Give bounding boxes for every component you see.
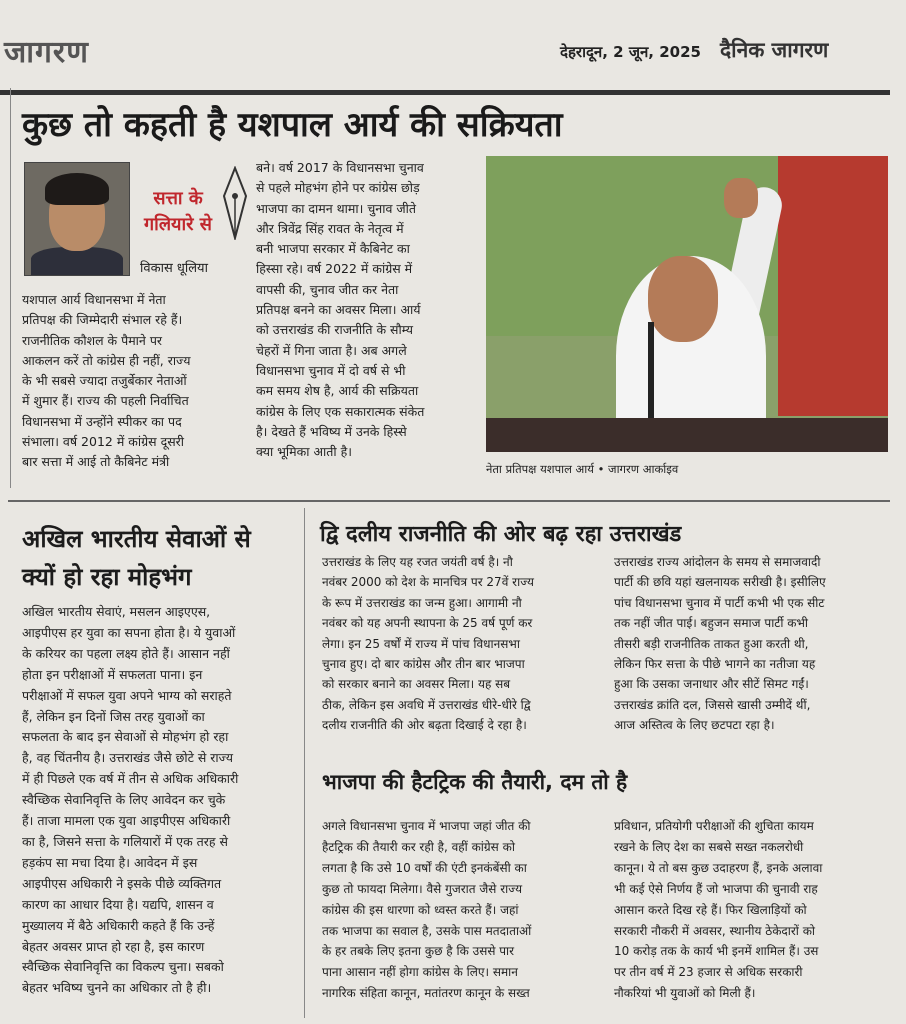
article-left-headline-line1: अखिल भारतीय सेवाओं से	[22, 525, 251, 553]
dateline: देहरादून, 2 जून, 2025	[560, 43, 701, 61]
text-line: नवंबर को यह अपनी स्थापना के 25 वर्ष पूर्ण कर	[322, 616, 533, 631]
text-line: है। देखते हैं भविष्य में उनके हिस्से	[256, 423, 407, 439]
text-line: पार्टी की छवि यहां खलनायक सरीखी है। इसीलिए	[614, 575, 826, 590]
text-line: तीसरी बड़ी राजनीतिक ताकत हुआ करती थी,	[614, 636, 809, 651]
article-right2-headline: भाजपा की हैटट्रिक की तैयारी, दम तो है	[322, 770, 628, 794]
text-line: होता इन परीक्षाओं में सफलता पाना। इन	[22, 666, 203, 682]
text-line: रखने के लिए देश का सबसे सख्त नकलरोधी	[614, 839, 804, 854]
text-line: चेहरों में गिना जाता है। अब अगले	[256, 342, 407, 358]
text-line: स्वैच्छिक सेवानिवृत्ति के लिए आवेदन कर चुके	[22, 792, 226, 808]
text-line: नागरिक संहिता कानून, मतांतरण कानून के सख्त	[322, 986, 530, 1001]
text-line: अखिल भारतीय सेवाएं, मसलन आइएएस,	[22, 604, 211, 619]
text-line: कुछ तो फायदा मिलेगा। वैसे गुजरात जैसे राज्य	[322, 881, 523, 896]
text-line: के रूप में उत्तराखंड का जन्म हुआ। आगामी नौ	[322, 595, 522, 610]
text-line: चुनाव हुए। दो बार कांग्रेस और तीन बार भाजपा	[322, 657, 525, 672]
masthead	[0, 28, 890, 72]
text-line: पर तीन वर्ष में 23 हजार से अधिक सरकारी	[614, 965, 803, 980]
text-line: के हर तबके लिए इतना कुछ है कि उससे पार	[322, 944, 515, 959]
text-line: तक भाजपा का सवाल है, उसके पास मतदाताओं	[322, 923, 532, 938]
text-line: कम समय शेष है, आर्य की सक्रियता	[256, 383, 419, 399]
text-line: वापसी की, चुनाव जीत कर नेता	[256, 281, 399, 297]
column-box-left-border	[10, 88, 11, 488]
column-divider	[304, 508, 305, 1018]
text-line: बनी भाजपा सरकार में कैबिनेट का	[256, 241, 410, 257]
masthead-logo-left: जागरण	[4, 35, 89, 70]
text-line: आज अस्तित्व के लिए छटपटा रहा है।	[614, 718, 775, 733]
article-right2-body-col1	[322, 816, 531, 1004]
text-line: पांच विधानसभा चुनाव में पार्टी कभी भी एक सीट	[614, 595, 825, 610]
text-line: हुआ कि उसका जनाधार और सीटें सिमट गईं।	[614, 677, 809, 692]
text-line: कांग्रेस की इस धारणा को ध्वस्त करते हैं। जहां	[322, 902, 519, 917]
text-line: संभाला। वर्ष 2012 में कांग्रेस दूसरी	[22, 434, 185, 450]
text-line: हिस्सा रहे। वर्ष 2022 में कांग्रेस में	[256, 261, 413, 277]
author-byline: विकास धूलिया	[140, 261, 208, 276]
text-line: आसान करते दिख रहे हैं। फिर खिलाड़ियों को	[614, 902, 807, 917]
masthead-logo-right: दैनिक जागरण	[720, 38, 829, 62]
text-line: नवंबर 2000 को देश के मानचित्र पर 27वें राज्य	[322, 575, 535, 590]
text-line: नौकरियां भी युवाओं को मिली हैं।	[614, 986, 756, 1001]
text-line: लेगा। इन 25 वर्षों में राज्य में पांच विधानसभा	[322, 636, 520, 651]
main-headline: कुछ तो कहती है यशपाल आर्य की सक्रियता	[22, 105, 563, 145]
article-right1-body-col2	[614, 552, 826, 736]
text-line: के भी सबसे ज्यादा तजुर्बेकार नेताओं	[22, 373, 187, 389]
text-line: में शुमार हैं। राज्य की पहली निर्वाचित	[22, 393, 189, 409]
text-line: है, वह चिंतनीय है। उत्तराखंड जैसे छोटे से राज्य	[22, 750, 234, 766]
text-line: हैटट्रिक की तैयारी कर रही है, वहीं कांग्रेस को	[322, 839, 515, 854]
text-line: पाना आसान नहीं होगा कांग्रेस के लिए। समान	[322, 965, 518, 980]
article-right1-body-col1	[322, 552, 534, 736]
article-left-headline	[22, 520, 251, 596]
masthead-rule	[0, 90, 890, 95]
text-line: सरकारी नौकरी में अवसर, स्थानीय ठेकेदारों को	[614, 923, 816, 938]
text-line: कारण का आधार दिया है। यद्यपि, शासन व	[22, 896, 214, 912]
author-photo	[24, 162, 130, 276]
text-line: कानून। ये तो बस कुछ उदाहरण हैं, इनके अलावा	[614, 860, 823, 875]
text-line: क्या भूमिका आती है।	[256, 444, 352, 460]
text-line: 10 करोड़ तक के कार्य भी इनमें शामिल हैं। उस	[614, 944, 819, 959]
text-line: विधानसभा में उन्होंने स्पीकर का पद	[22, 413, 182, 429]
section-divider	[8, 500, 890, 502]
text-line: विधानसभा चुनाव में दो वर्ष से भी	[256, 362, 406, 378]
text-line: बेहतर भविष्य चुनने का अधिकार तो है ही।	[22, 980, 212, 996]
text-line: उत्तराखंड क्रांति दल, जिससे खासी उम्मीदें थीं,	[614, 697, 811, 712]
article-right1-headline: द्वि दलीय राजनीति की ओर बढ़ रहा उत्तराखंड	[320, 522, 682, 547]
text-line: ठीक, लेकिन इस अवधि में उत्तराखंड धीरे-धीरे द्वि	[322, 697, 531, 712]
text-line: राजनीतिक कौशल के पैमाने पर	[22, 332, 163, 348]
text-line: मुख्यालय में बैठे अधिकारी कहते हैं कि उन्हें	[22, 917, 215, 933]
article-left-headline-line2: क्यों हो रहा मोहभंग	[22, 563, 192, 591]
text-line: सफलता के बाद इन सेवाओं से मोहभंग हो रहा	[22, 729, 229, 745]
text-line: भाजपा का दामन थामा। चुनाव जीते	[256, 200, 417, 216]
text-line: का है, जिसने सत्ता के गलियारों में एक तरह से	[22, 833, 228, 849]
text-line: हैं, लेकिन इन दिनों जिस तरह युवाओं का	[22, 708, 205, 724]
text-line: स्वैच्छिक सेवानिवृत्ति का विकल्प चुना। सबको	[22, 959, 224, 975]
pen-nib-icon	[222, 166, 248, 240]
text-line: आकलन करें तो कांग्रेस ही नहीं, राज्य	[22, 352, 191, 368]
text-line: परीक्षाओं में सफल युवा अपने भाग्य को सराहते	[22, 687, 232, 703]
text-line: को सरकार बनाने का अवसर मिला। यह सब	[322, 677, 511, 692]
photo-caption: नेता प्रतिपक्ष यशपाल आर्य • जागरण आर्काइव	[486, 462, 679, 476]
text-line: दलीय राजनीति की ओर बढ़ता दिखाई दे रहा है।	[322, 718, 527, 733]
column-intro-text	[22, 290, 247, 473]
text-line: अगले विधानसभा चुनाव में भाजपा जहां जीत की	[322, 819, 531, 833]
column-body-text	[256, 158, 476, 462]
text-line: कांग्रेस के लिए एक सकारात्मक संकेत	[256, 403, 425, 419]
column-tag: सत्ता के गलियारे से	[144, 188, 212, 235]
text-line: तक नहीं जीत पाई। बहुजन समाज पार्टी कभी	[614, 616, 809, 631]
article-left-body	[22, 602, 238, 999]
article-right2-body-col2	[614, 816, 822, 1004]
text-line: के करियर का पहला लक्ष्य होते हैं। आसान नहीं	[22, 645, 230, 661]
text-line: आइपीएस हर युवा का सपना होता है। ये युवाओं	[22, 624, 236, 640]
text-line: प्रतिपक्ष बनने का अवसर मिला। आर्य	[256, 302, 421, 318]
text-line: लगता है कि उसे 10 वर्षों की एंटी इनकंबेंसी का	[322, 860, 527, 875]
text-line: से पहले मोहभंग होने पर कांग्रेस छोड़	[256, 180, 420, 196]
text-line: उत्तराखंड राज्य आंदोलन के समय से समाजवादी	[614, 555, 821, 569]
text-line: लेकिन फिर सत्ता के पीछे भागने का नतीजा यह	[614, 657, 816, 672]
text-line: प्रतिपक्ष की जिम्मेदारी संभाल रहे हैं।	[22, 312, 183, 328]
text-line: बने। वर्ष 2017 के विधानसभा चुनाव	[256, 160, 424, 175]
text-line: और त्रिवेंद्र सिंह रावत के नेतृत्व में	[256, 220, 404, 236]
text-line: बेहतर अवसर प्राप्त हो रहा है, इस कारण	[22, 938, 205, 954]
text-line: भी कई ऐसे निर्णय हैं जो भाजपा की चुनावी राह	[614, 881, 818, 896]
text-line: को उत्तराखंड की राजनीति के सौम्य	[256, 322, 414, 338]
text-line: में ही पिछले एक वर्ष में तीन से अधिक अधिकारी	[22, 771, 239, 787]
text-line: हड़कंप सा मचा दिया है। आवेदन में इस	[22, 854, 198, 870]
text-line: बार सत्ता में आई तो कैबिनेट मंत्री	[22, 454, 170, 470]
news-photo	[486, 156, 888, 452]
text-line: हैं। ताजा मामला एक युवा आइपीएस अधिकारी	[22, 813, 231, 829]
text-line: उत्तराखंड के लिए यह रजत जयंती वर्ष है। नौ	[322, 555, 513, 569]
text-line: आइपीएस अधिकारी ने इसके पीछे व्यक्तिगत	[22, 875, 222, 891]
text-line: प्रविधान, प्रतियोगी परीक्षाओं की शुचिता कायम	[614, 819, 814, 833]
text-line: यशपाल आर्य विधानसभा में नेता	[22, 292, 166, 307]
